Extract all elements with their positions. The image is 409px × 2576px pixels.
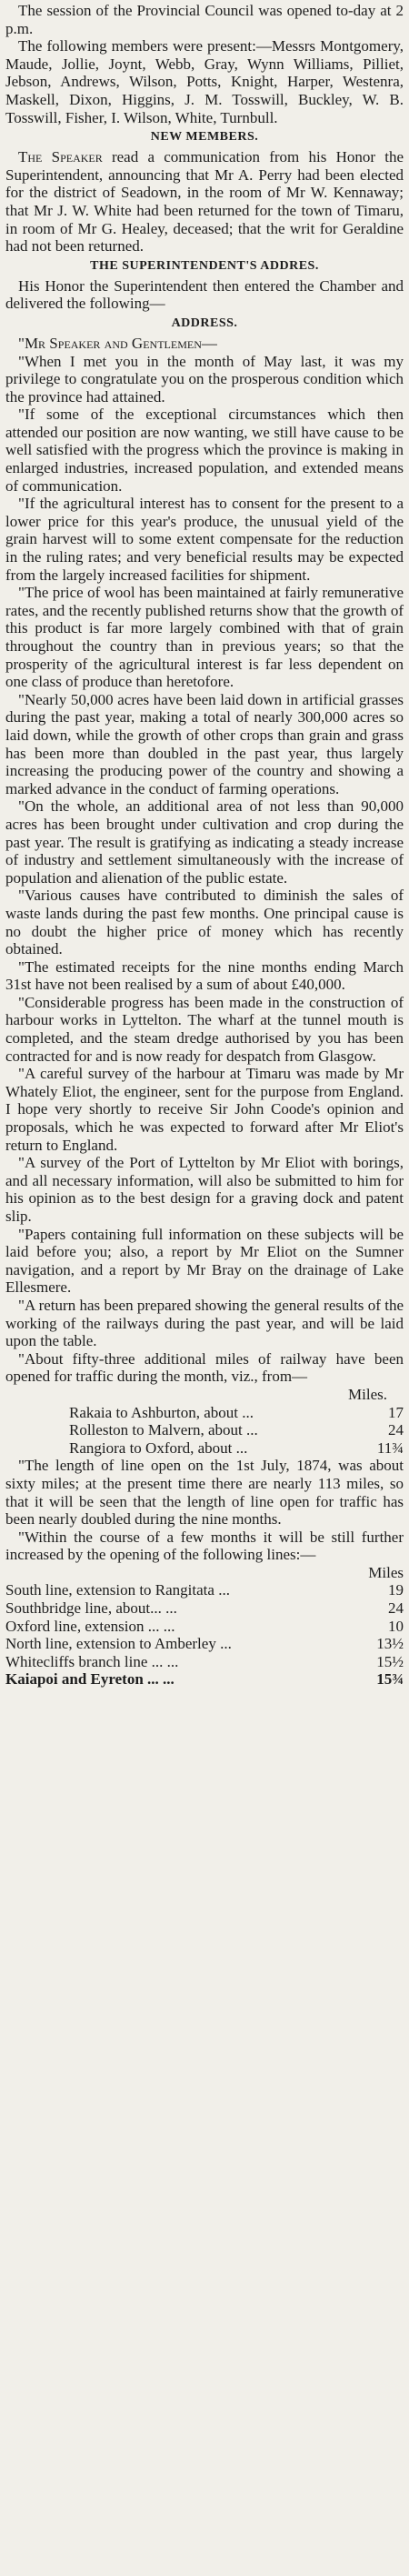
speaker-word: The Speaker: [18, 148, 103, 166]
address-paragraph: "Within the course of a few months it will be still further increased by the opening of the following lines:—: [5, 1528, 404, 1564]
superintendent-intro-paragraph: His Honor the Superintendent then entered the Chamber and delivered the following—: [5, 276, 404, 313]
address-paragraph: "If some of the exceptional circumstances which then attended our position are now wanting, we still have cause to be well satisfied with the progress which the province is making in enlarged industries, increased population, and extended means of communication.: [5, 406, 404, 495]
table-row: [5, 1670, 404, 1689]
address-paragraph: "When I met you in the month of May last, it was my privilege to congratulate you on the prosperous condition which the province had attained.: [5, 352, 404, 406]
speaker-communication-text: read a communication from his Honor the Superintendent, announcing that Mr A. Perry had been elected for the district of Seadown, in the room of Mr W. Kennaway; that Mr J. W. White had been returned for the town of Timaru, in room of Mr G. Healey, deceased; that the writ for Geraldine had not been returned.: [5, 148, 404, 256]
railway-line-name: North line, extension to Amberley ...: [5, 1635, 232, 1653]
table-row: [5, 1653, 404, 1671]
table-row: [5, 1581, 404, 1599]
railway-line-name: Oxford line, extension ... ...: [5, 1617, 175, 1635]
speaker-communication-paragraph: [5, 148, 404, 256]
address-paragraph: "Papers containing full information on these subjects will be laid before you; also, a report by Mr Eliot on the Sumner navigation, and a report by Mr Bray on the drainage of Lake Ellesmere.: [5, 1225, 404, 1297]
address-paragraph: "On the whole, an additional area of not less than 90,000 acres has been brought under cultivation and crop during the past year. The result is gratifying as indicating a steady increase of industry and settlement simultaneously with the increase of population and alienation of the public estate.: [5, 797, 404, 887]
address-paragraph: "The length of line open on the 1st July, 1874, was about sixty miles; at the present time there are nearly 113 miles, so that it will be seen that the length of line open for traffic has been nearly doubled during the nine months.: [5, 1457, 404, 1529]
miles-column-header: Miles.: [348, 1385, 387, 1403]
railway-line-name: Kaiapoi and Eyreton ... ...: [5, 1670, 175, 1689]
railway-line-name: South line, extension to Rangitata ...: [5, 1581, 230, 1599]
address-paragraph: "Various causes have contributed to diminish the sales of waste lands during the past few months. One principal cause is no doubt the higher price of money which has recently obtained.: [5, 887, 404, 958]
address-paragraph: "A survey of the Port of Lyttelton by Mr Eliot with borings, and all necessary information, will also be submitted to him for his opinion as to the best design for a graving dock and patent slip.: [5, 1154, 404, 1225]
railway-line-name: Southbridge line, about... ...: [5, 1599, 177, 1618]
railway-line-name: Rolleston to Malvern, about ...: [69, 1421, 258, 1439]
address-paragraph: "Nearly 50,000 acres have been laid down in artificial grasses during the past year, making a total of nearly 300,000 acres so laid down, while the growth of other crops than grain and grass has been more than doubled in the past year, thus largely increasing the producing power of the country and showing a marked advance in the conduct of farming operations.: [5, 690, 404, 797]
railway-miles-value: 11¾: [376, 1438, 404, 1457]
railway-miles-value: 13½: [376, 1635, 404, 1653]
address-paragraph: "Considerable progress has been made in the construction of harbour works in Lyttelton. The wharf at the tunnel mouth is completed, and the steam dredge authorised by you has been contracted for and is now ready for despatch from Glasgow.: [5, 993, 404, 1065]
table-row: [5, 1439, 404, 1458]
address-paragraph: "The estimated receipts for the nine months ending March 31st have not been realised by a sum of about £40,000.: [5, 957, 404, 994]
railway-miles-value: 17: [388, 1403, 404, 1421]
table-row: [5, 1404, 404, 1422]
railway-miles-value: 24: [388, 1421, 404, 1439]
table-row: [5, 1599, 404, 1618]
table-row: [5, 1635, 404, 1653]
miles-column-header: Miles: [368, 1563, 404, 1581]
superintendent-address-heading: THE SUPERINTENDENT'S ADDRES.: [90, 258, 319, 273]
railway-line-name: Whitecliffs branch line ... ...: [5, 1652, 179, 1670]
address-salutation: "Mr Speaker and Gentlemen—: [18, 334, 217, 352]
railway-upcoming-table: [5, 1564, 404, 1689]
address-paragraph: "The price of wool has been maintained at fairly remunerative rates, and the recently published returns show that the growth of this product is far more largely combined with that of grain throughout the country than in previous years; so that the prosperity of the agricultural interest is far less dependent on one class of produce than heretofore.: [5, 584, 404, 691]
new-members-heading: NEW MEMBERS.: [150, 130, 259, 145]
railway-miles-value: 24: [388, 1599, 404, 1618]
address-heading: ADDRESS.: [171, 316, 238, 330]
address-paragraph: "A return has been prepared showing the general results of the working of the railways during the past year, and will be laid upon the table.: [5, 1296, 404, 1350]
address-paragraph: "About fifty-three additional miles of railway have been opened for traffic during the month, viz., from—: [5, 1349, 404, 1386]
members-present-paragraph: The following members were present:—Messrs Montgomery, Maude, Jollie, Joynt, Webb, Gray, Wynn Williams, Pilliet, Jebson, Andrews, Wilson, Potts, Knight, Harper, Westenra, Maskell, Dixon, Higgins, J. M. Tosswill, Buckley, W. B. Tosswill, Fisher, I. Wilson, White, Turnbull.: [5, 37, 404, 126]
railway-line-name: Rakaia to Ashburton, about ...: [69, 1403, 254, 1421]
table-row: [5, 1618, 404, 1636]
table-row: [5, 1421, 404, 1439]
address-paragraph: "If the agricultural interest has to consent for the present to a lower price for this year's produce, the unusual yield of the grain harvest will to some extent compensate for the reduction in the ruling rates; and very beneficial results may be expected from the largely increased facilities for shipment.: [5, 495, 404, 584]
railway-miles-value: 10: [388, 1617, 404, 1635]
railway-miles-value: 15½: [376, 1652, 404, 1670]
opening-paragraph: The session of the Provincial Council was opened to-day at 2 p.m.: [5, 2, 404, 37]
address-paragraph: "A careful survey of the harbour at Timaru was made by Mr Whately Eliot, the engineer, sent for the purpose from England. I hope very shortly to receive Sir John Coode's opinion and proposals, which he was expected to forward after Mr Eliot's return to England.: [5, 1065, 404, 1154]
railway-opened-table: [5, 1386, 404, 1457]
railway-miles-value: 19: [388, 1581, 404, 1599]
railway-line-name: Rangiora to Oxford, about ...: [69, 1438, 248, 1457]
railway-miles-value: 15¾: [376, 1670, 404, 1689]
